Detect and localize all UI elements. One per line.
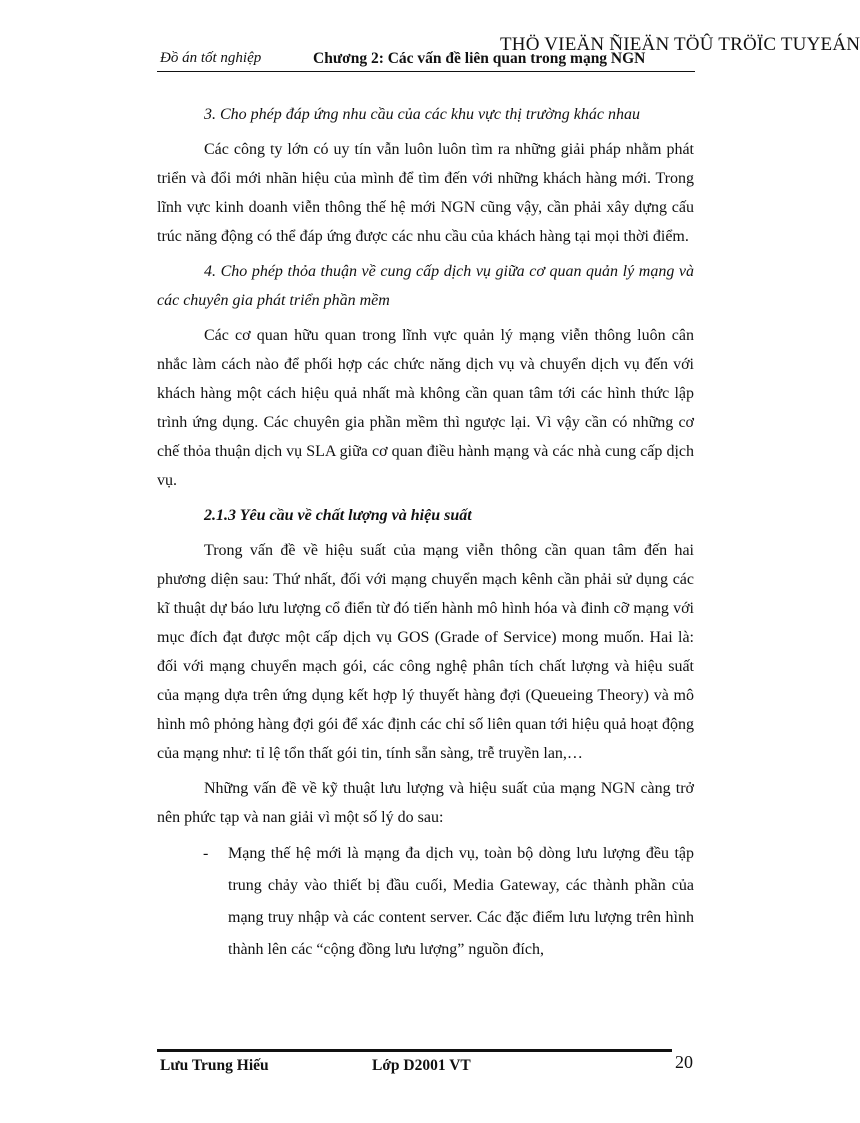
bullet-text: Mạng thế hệ mới là mạng đa dịch vụ, toàn bộ dòng lưu lượng đều tập trung chảy vào thiết bị đầu cuối, Media Gateway, các thành phần của mạng truy nhập và các content server. Các đặc điểm lưu lượng trên hình thành lên các “cộng đồng lưu lượng” nguồn đích, (228, 845, 694, 958)
header-chapter-title: Chương 2: Các vấn đề liên quan trong mạng NGN (313, 50, 646, 67)
list-item (157, 838, 694, 966)
bullet-dash: - (203, 845, 209, 862)
paragraph-performance: Trong vấn đề về hiệu suất của mạng viễn thông cần quan tâm đến hai phương diện sau: Thứ nhất, đối với mạng chuyển mạch kênh cần phải sử dụng các kĩ thuật dự báo lưu lượng cổ điển từ đó tiến hành mô hình hóa và đinh cỡ mạng với mục đích đạt được một cấp dịch vụ GOS (Grade of Service) mong muốn. Hai là: đối với mạng chuyển mạch gói, các công nghệ phân tích chất lượng và hiệu suất của mạng dựa trên ứng dụng kết hợp lý thuyết hàng đợi (Queueing Theory) và mô hình mô phỏng hàng đợi gói để xác định các chỉ số liên quan tới hiệu quả hoạt động của mạng như: tỉ lệ tổn thất gói tin, tính sẵn sàng, trễ truyền lan,… (157, 542, 694, 762)
subsection-title-4: 4. Cho phép thỏa thuận về cung cấp dịch vụ giữa cơ quan quản lý mạng và các chuyên gia phát triển phần mềm (157, 263, 694, 309)
page-number: 20 (675, 1052, 693, 1072)
section-heading-2-1-3: 2.1.3 Yêu cầu về chất lượng và hiệu suất (204, 507, 472, 524)
watermark-text: THÖ VIEÄN ÑIEÄN TÖÛ TRÖÏC TUYEÁN (500, 34, 860, 55)
footer-divider (157, 1049, 672, 1052)
paragraph-traffic-reasons: Những vấn đề về kỹ thuật lưu lượng và hiệu suất của mạng NGN càng trở nên phức tạp và nan giải vì một số lý do sau: (157, 780, 694, 826)
header-document-type: Đồ án tốt nghiệp (160, 50, 262, 66)
page-body (157, 100, 694, 966)
paragraph-market-needs: Các công ty lớn có uy tín vẫn luôn luôn tìm ra những giải pháp nhằm phát triển và đổi mới nhãn hiệu của mình để tìm đến với những khách hàng mới. Trong lĩnh vực kinh doanh viễn thông thế hệ mới NGN cũng vậy, cần phải xây dựng cấu trúc năng động có thể đáp ứng được các nhu cầu của khách hàng tại mọi thời điểm. (157, 141, 694, 245)
footer-author: Lưu Trung Hiếu (160, 1057, 269, 1074)
header-divider (157, 71, 695, 72)
subsection-title-3: 3. Cho phép đáp ứng nhu cầu của các khu vực thị trường khác nhau (204, 106, 640, 123)
paragraph-service-agreement: Các cơ quan hữu quan trong lĩnh vực quản lý mạng viễn thông luôn cân nhắc làm cách nào để phối hợp các chức năng dịch vụ và chuyển dịch vụ đến với khách hàng một cách hiệu quả nhất mà không cần quan tâm tới các hình thức lập trình ứng dụng. Các chuyên gia phần mềm thì ngược lại. Vì vậy cần có những cơ chế thỏa thuận dịch vụ SLA giữa cơ quan điều hành mạng và các nhà cung cấp dịch vụ. (157, 327, 694, 489)
footer-class: Lớp D2001 VT (372, 1057, 471, 1074)
